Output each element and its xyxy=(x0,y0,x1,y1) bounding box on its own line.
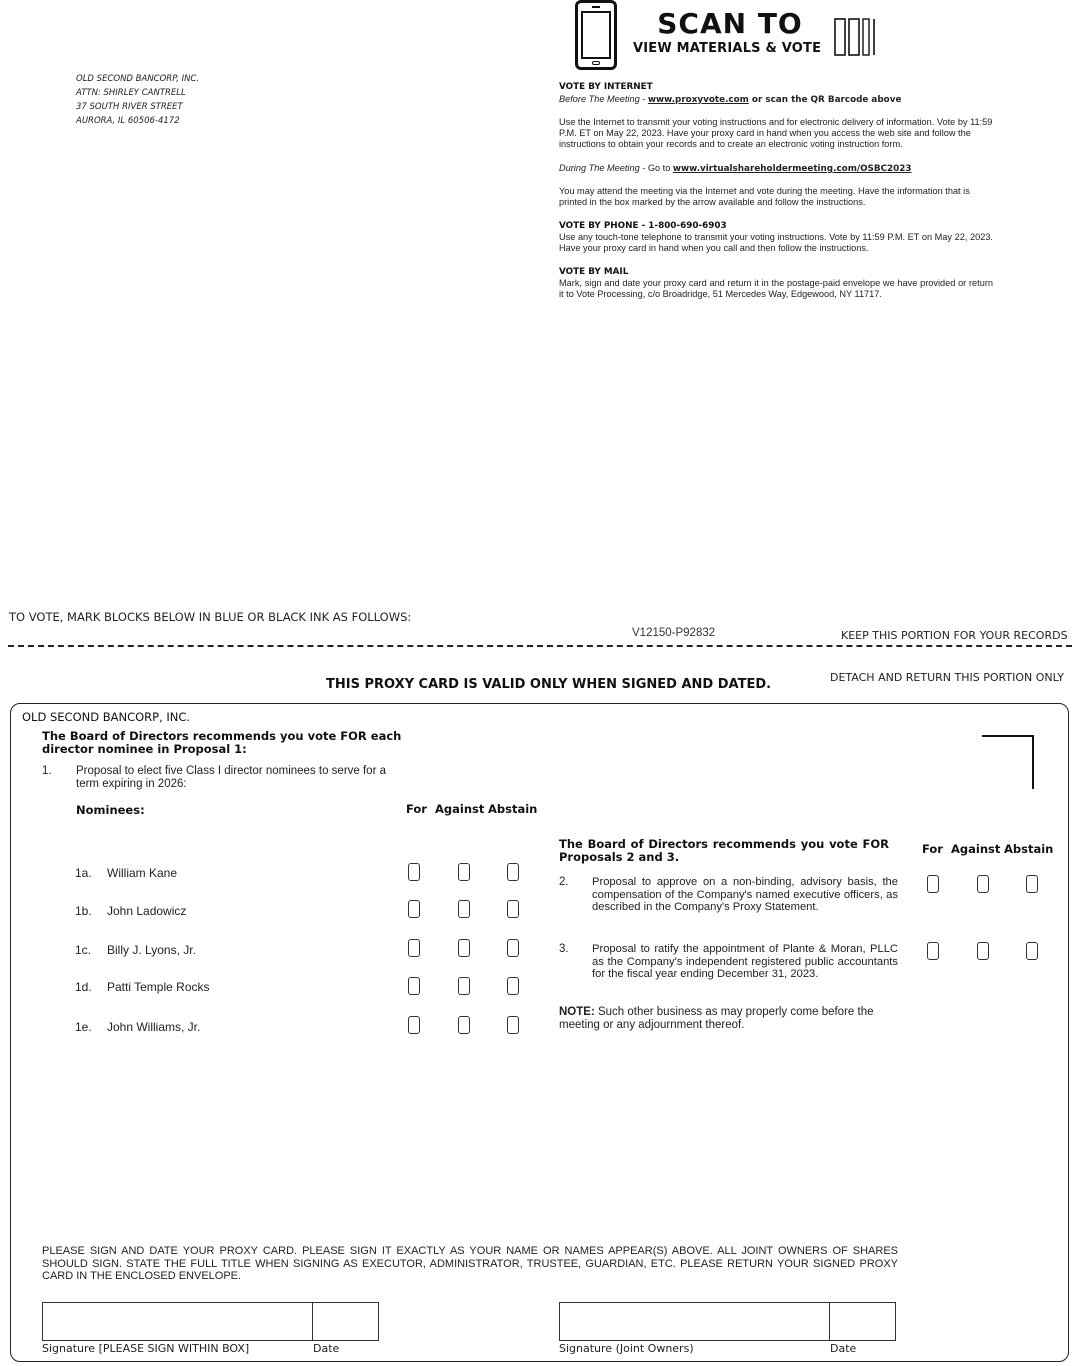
during-meeting-label: During The Meeting xyxy=(559,163,640,173)
proposal-3-against-checkbox[interactable] xyxy=(977,942,989,960)
virtual-meeting-link[interactable]: www.virtualshareholdermeeting.com/OSBC2023 xyxy=(672,164,912,174)
vote-by-internet-section xyxy=(559,82,993,106)
nominee-number: 1a. xyxy=(75,866,92,880)
address-line: AURORA, IL 60506-4172 xyxy=(76,116,180,126)
nominee-name: John Ladowicz xyxy=(107,904,187,918)
nominee-1e-against-checkbox[interactable] xyxy=(458,1016,470,1034)
nominee-1a-against-checkbox[interactable] xyxy=(458,863,470,881)
nominee-1b-against-checkbox[interactable] xyxy=(458,900,470,918)
internet-instructions: Use the Internet to transmit your voting instructions and for electronic delivery of information. Vote by 11:59 P.M. ET on May 22, 2023. Have your proxy card in hand when you access the web site and follow the instructions to obtain your records and to create an electronic voting instruction form. xyxy=(559,117,993,149)
nominee-number: 1c. xyxy=(75,943,92,957)
nominee-number: 1d. xyxy=(75,980,92,994)
keep-portion-label: KEEP THIS PORTION FOR YOUR RECORDS xyxy=(841,629,1068,642)
proposal-2-text: Proposal to approve on a non-binding, advisory basis, the compensation of the Company's named executive officers, as described in the Company's Proxy Statement. xyxy=(592,876,898,913)
card-company-name: OLD SECOND BANCORP, INC. xyxy=(22,710,191,724)
mail-instructions: Mark, sign and date your proxy card and return it in the postage-paid envelope we have provided or return it to Vote Processing, c/o Broadridge, 51 Mercedes Way, Edgewood, NY 11717. xyxy=(559,278,993,299)
control-number: V12150-P92832 xyxy=(632,627,716,639)
proposal-2-for-checkbox[interactable] xyxy=(927,875,939,893)
signature-label: Signature [PLEASE SIGN WITHIN BOX] xyxy=(42,1342,250,1355)
proposal-2-number: 2. xyxy=(559,876,569,888)
nominee-1a-for-checkbox[interactable] xyxy=(408,863,420,881)
signing-instructions: PLEASE SIGN AND DATE YOUR PROXY CARD. PLEASE SIGN IT EXACTLY AS YOUR NAME OR NAMES APPEAR(S) ABOVE. ALL JOINT OWNERS OF SHARES SHOULD SIGN. STATE THE FULL TITLE WHEN SIGNING AS EXECUTOR, ADMINISTRATOR, TRUSTEE, GUARDIAN, ETC. PLEASE RETURN YOUR SIGNED PROXY CARD IN THE ENCLOSED ENVELOPE. xyxy=(42,1245,898,1282)
separator: - xyxy=(639,94,648,104)
nominee-number: 1b. xyxy=(75,904,92,918)
nominee-name: Billy J. Lyons, Jr. xyxy=(107,943,196,957)
nominee-1e-abstain-checkbox[interactable] xyxy=(507,1016,519,1034)
validity-notice: THIS PROXY CARD IS VALID ONLY WHEN SIGNED AND DATED. xyxy=(326,677,772,692)
scan-title: SCAN TO xyxy=(657,7,803,40)
proposal-3-abstain-checkbox[interactable] xyxy=(1026,942,1038,960)
vote-by-mail-section xyxy=(559,267,993,300)
corner-marker xyxy=(982,735,1034,789)
phone-instructions: Use any touch-tone telephone to transmit your voting instructions. Vote by 11:59 P.M. ET on May 22, 2023. Have your proxy card in hand when you call and then follow the instructions. xyxy=(559,232,993,253)
nominee-1d-against-checkbox[interactable] xyxy=(458,977,470,995)
vote-phone-heading: VOTE BY PHONE - 1-800-690-6903 xyxy=(559,221,727,231)
before-meeting-line xyxy=(559,94,993,106)
nominees-label: Nominees: xyxy=(76,803,145,817)
joint-date-label: Date xyxy=(830,1342,857,1355)
col-against-label: Against xyxy=(435,802,485,816)
nominee-number: 1e. xyxy=(75,1020,92,1034)
nominee-name: Patti Temple Rocks xyxy=(107,980,210,994)
proposal-2-abstain-checkbox[interactable] xyxy=(1026,875,1038,893)
joint-signature-date-box[interactable] xyxy=(829,1302,896,1341)
address-line: OLD SECOND BANCORP, INC. xyxy=(76,74,200,84)
note-text: Such other business as may properly come before the meeting or any adjournment thereof. xyxy=(559,1006,874,1031)
col-abstain-label: Abstain xyxy=(488,802,538,816)
detach-portion-label: DETACH AND RETURN THIS PORTION ONLY xyxy=(830,671,1064,684)
col-against-label: Against xyxy=(951,842,1001,856)
address-line: ATTN: SHIRLEY CANTRELL xyxy=(76,88,186,98)
qr-instruction: or scan the QR Barcode above xyxy=(748,95,902,105)
proposal-1-number: 1. xyxy=(42,765,52,777)
nominee-1b-for-checkbox[interactable] xyxy=(408,900,420,918)
note-label: NOTE: xyxy=(559,1006,595,1018)
board-recommendation-proposal-1: The Board of Directors recommends you vote FOR each director nominee in Proposal 1: xyxy=(42,729,402,756)
signature-date-box[interactable] xyxy=(312,1302,379,1341)
smartphone-icon xyxy=(575,0,617,70)
scan-subtitle: VIEW MATERIALS & VOTE xyxy=(633,41,822,56)
nominee-name: John Williams, Jr. xyxy=(107,1020,201,1034)
nominee-1c-abstain-checkbox[interactable] xyxy=(507,939,519,957)
before-meeting-label: Before The Meeting xyxy=(559,94,640,104)
proposal-3-for-checkbox[interactable] xyxy=(927,942,939,960)
address-line: 37 SOUTH RIVER STREET xyxy=(76,102,183,112)
during-meeting-line xyxy=(559,163,993,175)
during-meeting-instructions: You may attend the meeting via the Internet and vote during the meeting. Have the information that is printed in the box marked by the arrow available and follow the instructions. xyxy=(559,186,970,207)
proposal-2-against-checkbox[interactable] xyxy=(977,875,989,893)
nominee-1d-for-checkbox[interactable] xyxy=(408,977,420,995)
joint-signature-label: Signature (Joint Owners) xyxy=(559,1342,694,1355)
other-business-note xyxy=(559,1006,899,1032)
proxyvote-link[interactable]: www.proxyvote.com xyxy=(647,95,749,105)
col-for-label: For xyxy=(922,842,943,856)
joint-signature-box[interactable] xyxy=(559,1302,830,1341)
col-for-label: For xyxy=(406,802,427,816)
nominee-1a-abstain-checkbox[interactable] xyxy=(507,863,519,881)
nominee-1b-abstain-checkbox[interactable] xyxy=(507,900,519,918)
nominee-1d-abstain-checkbox[interactable] xyxy=(507,977,519,995)
nominee-name: William Kane xyxy=(107,866,178,880)
nominee-1e-for-checkbox[interactable] xyxy=(408,1016,420,1034)
date-label: Date xyxy=(313,1342,340,1355)
proposal-1-text: Proposal to elect five Class I director nominees to serve for a term expiring in 2026: xyxy=(76,765,387,790)
vote-internet-heading: VOTE BY INTERNET xyxy=(559,82,653,92)
separator: - Go to xyxy=(639,163,673,173)
col-abstain-label: Abstain xyxy=(1004,842,1054,856)
mark-instructions: TO VOTE, MARK BLOCKS BELOW IN BLUE OR BLACK INK AS FOLLOWS: xyxy=(9,610,412,624)
nominee-1c-against-checkbox[interactable] xyxy=(458,939,470,957)
proposal-3-text: Proposal to ratify the appointment of Plante & Moran, PLLC as the Company's independent registered public accountants for the fiscal year ending December 31, 2023. xyxy=(592,943,898,980)
board-recommendation-proposals-2-3: The Board of Directors recommends you vote FOR Proposals 2 and 3. xyxy=(559,837,889,864)
vote-mail-heading: VOTE BY MAIL xyxy=(559,267,629,277)
vote-by-phone-section xyxy=(559,221,993,254)
qr-code-placeholder-icon xyxy=(834,17,878,57)
detach-line xyxy=(8,645,1072,647)
proposal-3-number: 3. xyxy=(559,943,569,955)
mailing-address xyxy=(76,72,199,128)
nominee-1c-for-checkbox[interactable] xyxy=(408,939,420,957)
signature-box[interactable] xyxy=(42,1302,313,1341)
